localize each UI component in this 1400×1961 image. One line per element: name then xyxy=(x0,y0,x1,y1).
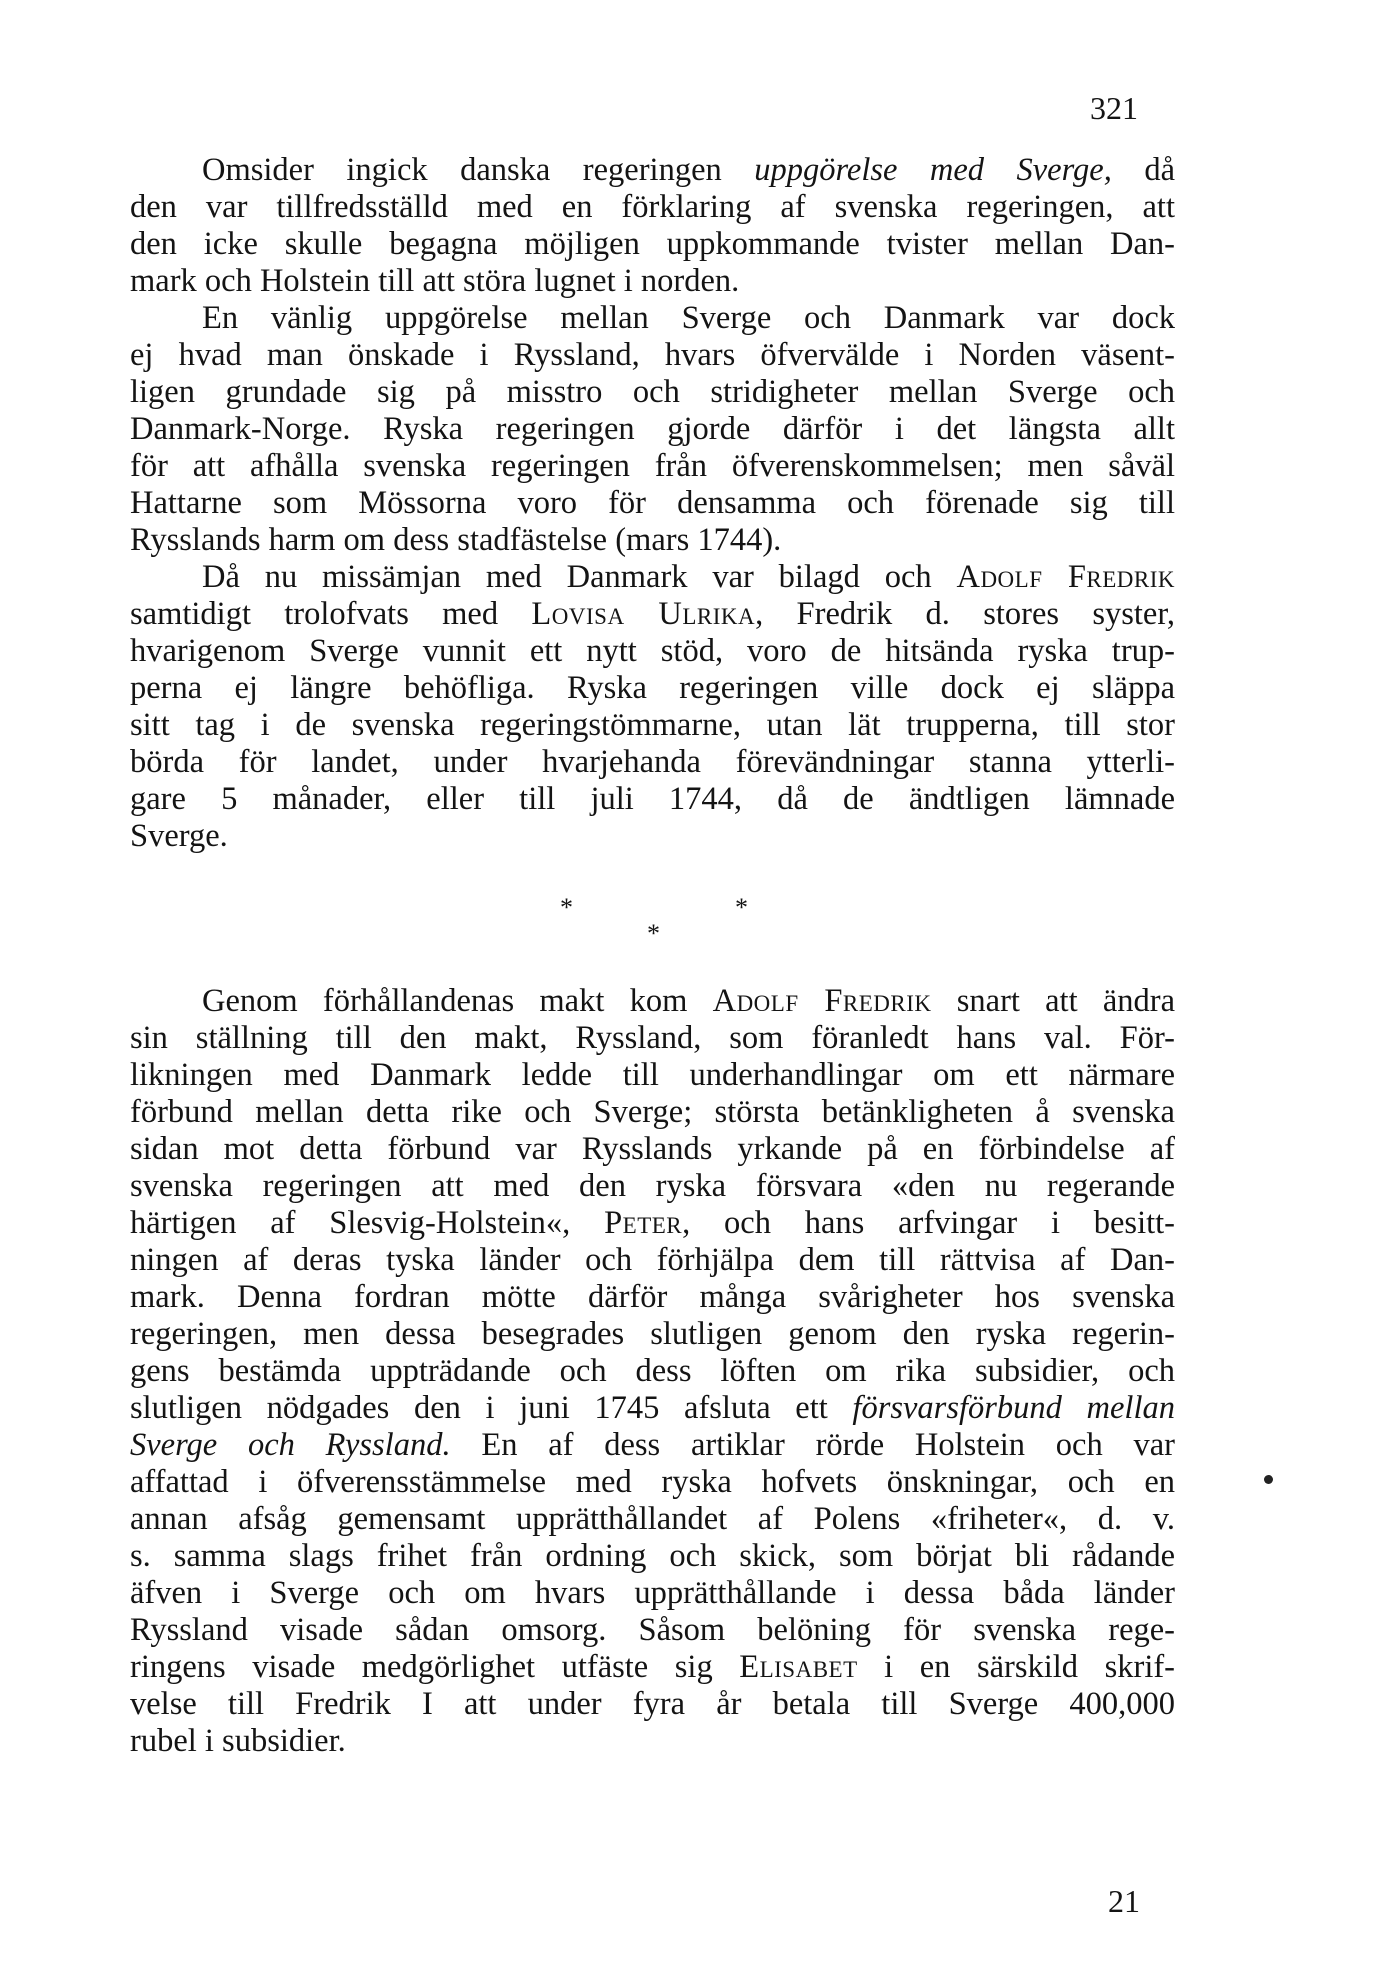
asterisk: * xyxy=(560,893,573,922)
text-line: sin ställning till den makt, Ryssland, som föranledt hans val. För- xyxy=(130,1020,1175,1056)
text-line: börda för landet, under hvarjehanda förevändningar stanna ytterli- xyxy=(130,744,1175,780)
text-run: snart att ändra xyxy=(931,983,1175,1019)
text-line: den icke skulle begagna möjligen uppkommande tvister mellan Dan- xyxy=(130,226,1175,262)
text-line xyxy=(130,152,1175,189)
italic-phrase: uppgörelse med Sverge, xyxy=(754,152,1112,188)
signature-mark: 21 xyxy=(1108,1883,1140,1919)
text-run: , Fredrik d. stores syster, xyxy=(755,596,1175,632)
text-line: mark. Denna fordran mötte därför många svårigheter hos svenska xyxy=(130,1279,1175,1315)
text-run: härtigen af Slesvig-Holstein«, xyxy=(130,1205,605,1241)
text-line: sitt tag i de svenska regeringstömmarne, utan lät trupperna, till stor xyxy=(130,707,1175,743)
text-line: annan afsåg gemensamt upprätthållandet af Polens «friheter«, d. v. xyxy=(130,1501,1175,1537)
text-line: den var tillfredsställd med en förklaring af svenska regeringen, att xyxy=(130,189,1175,225)
text-line: äfven i Sverge och om hvars upprätthållande i dessa båda länder xyxy=(130,1575,1175,1611)
text-line: sidan mot detta förbund var Rysslands yrkande på en förbindelse af xyxy=(130,1131,1175,1167)
text-line: gens bestämda uppträdande och dess löften om rika subsidier, och xyxy=(130,1353,1175,1389)
text-line: ningen af deras tyska länder och förhjälpa dem till rättvisa af Dan- xyxy=(130,1242,1175,1278)
text-line: En vänlig uppgörelse mellan Sverge och Danmark var dock xyxy=(202,300,1175,336)
text-run: i en särskild skrif- xyxy=(857,1649,1175,1685)
person-name: Adolf Fredrik xyxy=(956,559,1175,595)
italic-phrase: försvarsförbund mellan xyxy=(852,1390,1175,1426)
asterisk: * xyxy=(647,919,660,948)
paragraph xyxy=(130,983,1175,1760)
text-run: då xyxy=(1111,152,1175,188)
text-line xyxy=(130,1205,1175,1242)
text-line: förbund mellan detta rike och Sverge; största betänkligheten å svenska xyxy=(130,1094,1175,1130)
person-name: Peter xyxy=(604,1205,683,1241)
text-line: hvarigenom Sverge vunnit ett nytt stöd, voro de hitsända ryska trup- xyxy=(130,633,1175,669)
text-line: velse till Fredrik I att under fyra år betala till Sverge 400,000 xyxy=(130,1686,1175,1722)
text-line: s. samma slags frihet från ordning och skick, som börjat bli rådande xyxy=(130,1538,1175,1574)
text-run: ringens visade medgörlighet utfäste sig xyxy=(130,1649,740,1685)
text-line xyxy=(130,983,1175,1020)
text-line: Ryssland visade sådan omsorg. Såsom belöning för svenska rege- xyxy=(130,1612,1175,1648)
text-run: slutligen nödgades den i juni 1745 afsluta ett xyxy=(130,1390,853,1426)
paragraph xyxy=(130,300,1175,559)
text-line: rubel i subsidier. xyxy=(130,1723,346,1759)
person-name: Adolf Fredrik xyxy=(712,983,932,1019)
text-line: mark och Holstein till att störa lugnet i norden. xyxy=(130,263,740,299)
text-run: Då nu missämjan med Danmark var bilagd och xyxy=(202,559,957,595)
text-line: Rysslands harm om dess stadfästelse (mars 1744). xyxy=(130,522,782,558)
person-name: Lovisa Ulrika xyxy=(531,596,756,632)
text-line xyxy=(130,596,1175,633)
text-line xyxy=(130,559,1175,596)
text-line xyxy=(130,1427,1175,1464)
text-block-upper xyxy=(130,152,1175,855)
text-line xyxy=(130,1390,1175,1427)
text-line: gare 5 månader, eller till juli 1744, då de ändtligen lämnade xyxy=(130,781,1175,817)
text-line: regeringen, men dessa besegrades slutligen genom den ryska regerin- xyxy=(130,1316,1175,1352)
text-run: samtidigt trolofvats med xyxy=(130,596,532,632)
text-line: likningen med Danmark ledde till underhandlingar om ett närmare xyxy=(130,1057,1175,1093)
paragraph xyxy=(130,152,1175,300)
text-block-lower xyxy=(130,983,1175,1760)
text-line: svenska regeringen att med den ryska försvara «den nu regerande xyxy=(130,1168,1175,1204)
text-line: Hattarne som Mössorna voro för densamma och förenade sig till xyxy=(130,485,1175,521)
text-line: Sverge. xyxy=(130,818,228,854)
person-name: Elisabet xyxy=(739,1649,858,1685)
text-line xyxy=(130,1649,1175,1686)
text-line: ligen grundade sig på misstro och stridigheter mellan Sverge och xyxy=(130,374,1175,410)
text-line: Danmark-Norge. Ryska regeringen gjorde därför i det längsta allt xyxy=(130,411,1175,447)
text-run: , och hans arfvingar i besitt- xyxy=(682,1205,1175,1241)
text-line: affattad i öfverensstämmelse med ryska hofvets önskningar, och en xyxy=(130,1464,1175,1500)
italic-phrase: Sverge och Ryssland. xyxy=(130,1427,451,1463)
text-line: ej hvad man önskade i Ryssland, hvars öfvervälde i Norden väsent- xyxy=(130,337,1175,373)
text-run: Omsider ingick danska regeringen xyxy=(202,152,755,188)
text-line: för att afhålla svenska regeringen från öfverenskommelsen; men såväl xyxy=(130,448,1175,484)
text-run: Genom förhållandenas makt kom xyxy=(202,983,713,1019)
asterism-ornament xyxy=(0,893,1400,953)
print-speck xyxy=(1264,1475,1273,1484)
asterisk: * xyxy=(735,893,748,922)
text-run: En af dess artiklar rörde Holstein och var xyxy=(450,1427,1175,1463)
text-line: perna ej längre behöfliga. Ryska regeringen ville dock ej släppa xyxy=(130,670,1175,706)
paragraph xyxy=(130,559,1175,855)
page-number: 321 xyxy=(1090,90,1138,126)
